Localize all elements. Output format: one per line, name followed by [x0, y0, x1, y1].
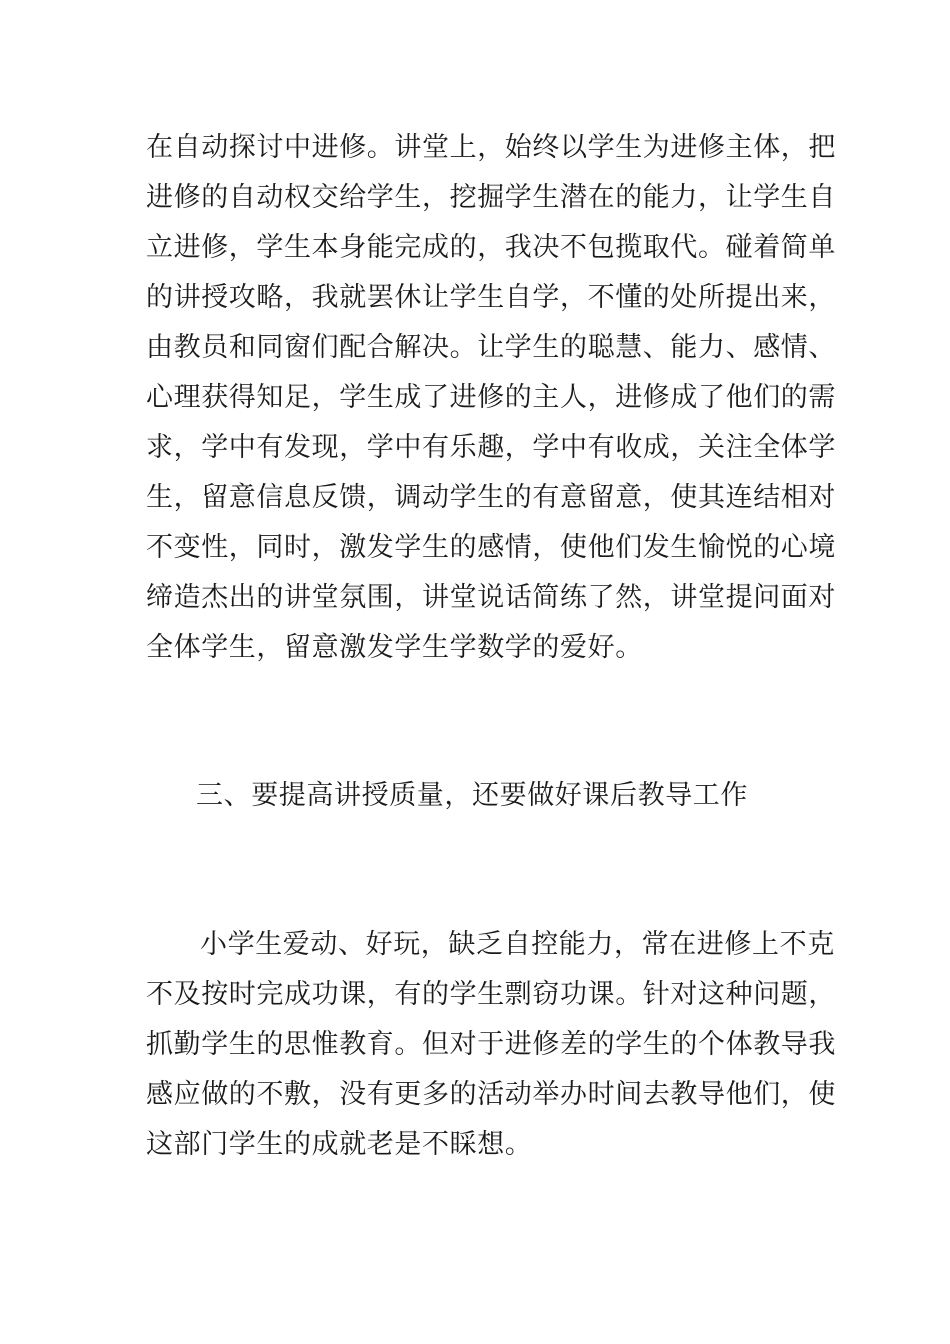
paragraph-2-line: 这部门学生的成就老是不睬想。: [146, 1129, 533, 1160]
paragraph-2-line: 抓勤学生的思惟教育。但对于进修差的学生的个体教导我: [146, 1029, 836, 1060]
paragraph-1-line: 进修的自动权交给学生，挖掘学生潜在的能力，让学生自: [146, 182, 836, 213]
section-heading: 三、要提高讲授质量，还要做好课后教导工作: [196, 780, 748, 811]
paragraph-1-line: 由教员和同窗们配合解决。让学生的聪慧、能力、感情、: [146, 332, 836, 363]
paragraph-1-line: 不变性，同时，激发学生的感情，使他们发生愉悦的心境: [146, 532, 836, 563]
paragraph-1-line: 求，学中有发现，学中有乐趣，学中有收成，关注全体学: [146, 432, 836, 463]
paragraph-2-line: 小学生爱动、好玩，缺乏自控能力，常在进修上不克: [200, 929, 835, 960]
paragraph-1-line: 全体学生，留意激发学生学数学的爱好。: [146, 632, 643, 663]
paragraph-1-line: 生，留意信息反馈，调动学生的有意留意，使其连结相对: [146, 482, 836, 513]
paragraph-1-line: 在自动探讨中进修。讲堂上，始终以学生为进修主体，把: [146, 132, 836, 163]
paragraph-1-line: 缔造杰出的讲堂氛围，讲堂说话简练了然，讲堂提问面对: [146, 582, 836, 613]
paragraph-1-line: 的讲授攻略，我就罢休让学生自学，不懂的处所提出来，: [146, 282, 836, 313]
paragraph-2-line: 感应做的不敷，没有更多的活动举办时间去教导他们，使: [146, 1079, 836, 1110]
paragraph-1-line: 立进修，学生本身能完成的，我决不包揽取代。碰着简单: [146, 232, 836, 263]
paragraph-2-line: 不及按时完成功课，有的学生剽窃功课。针对这种问题，: [146, 979, 836, 1010]
paragraph-1-line: 心理获得知足，学生成了进修的主人，进修成了他们的需: [146, 382, 836, 413]
